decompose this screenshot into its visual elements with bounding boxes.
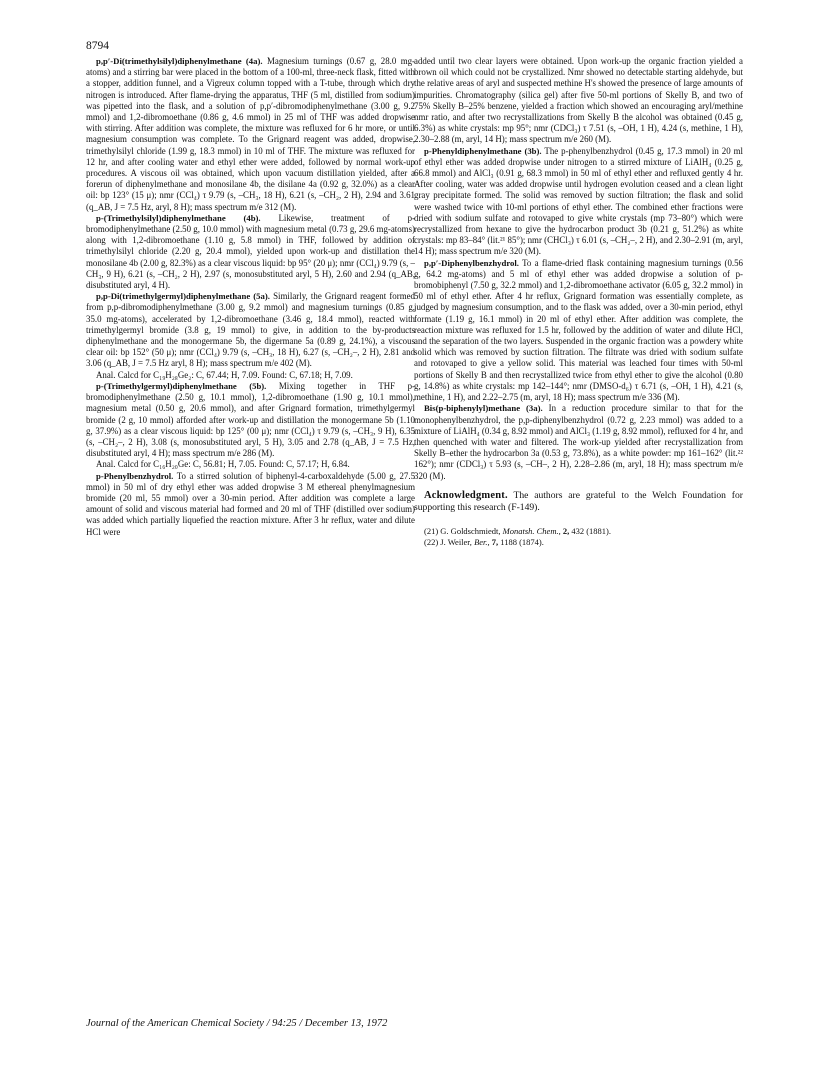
reference-journal: Monatsh. Chem., xyxy=(502,525,561,536)
paragraph-heading: p,p′-Diphenylbenzhydrol. xyxy=(424,257,519,268)
reference-volume: 2, xyxy=(562,525,570,536)
reference-number: (22) xyxy=(424,536,439,547)
paragraph-body: To a stirred solution of biphenyl-4-carboxaldehyde (5.00 g, 27.5 mmol) in 50 ml of dry ethyl ether was added dropwise 3 M ethereal phenylmagnesium bromide (20 ml, 55 mmol) over a 30-min period. After addition was complete a large amount of solid and viscous material had formed and 20 ml of THF (distilled over sodium) was added which partially liquefied the reaction mixture. After 3 hr reflux, water and dilute HCl were xyxy=(86,470,416,537)
references xyxy=(414,526,743,548)
paragraph-body: Mixing together in THF p-bromodiphenylmethane (2.50 g, 10.1 mmol), 1,2-dibromoethane (1.90 g, 10.1 mmol), magnesium metal (0.50 g, 20.6 mmol), and after Grignard formation, trimethylgermyl bromide (2 g, 10 mmol) afforded after work-up and distillation the monogermane 5b (1.10 g, 37.9%) as a clear viscous liquid: bp 125° (00 μ); nmr (CCl₄) τ 9.79 (s, –CH₃, 9 H), 6.35 (s, –CH₂–, 2 H), 3.08 (s, monosubstituted aryl, 5 H), 3.05 and 2.78 (q_AB, J = 7.5 Hz, disubstituted aryl, 4 H); mass spectrum m/e 286 (M). xyxy=(86,380,416,459)
reference-authors: G. Goldschmiedt, xyxy=(440,525,501,536)
paragraph-body: To a flame-dried flask containing magnesium turnings (0.56 g, 64.2 mg-atoms) and 5 ml of ethyl ether was added dropwise a solution of p-bromobiphenyl (7.50 g, 32.2 mmol) and 1,2-dibromoethane activator (6.05 g, 32.2 mmol) in 50 ml of ethyl ether. After 4 hr reflux, Grignard formation was essentially complete, as judged by magnesium consumption, and to the flask was added, over a 30-min period, ethyl formate (1.19 g, 16.1 mmol) in 20 ml of ethyl ether. After addition was complete, the reaction mixture was refluxed for 1.5 hr, followed by the addition of water and dilute HCl, and the separation of the two layers. Suspended in the organic fraction was a powdery white solid which was removed by suction filtration. The filtrate was dried with sodium sulfate and rotovaped to give a yellow solid. This material was leached four times with 50-ml portions of Skelly B and then recrystallized twice from ethyl ether to give the alcohol (0.80 g, 14.8%) as white crystals: mp 142–144°; nmr (DMSO-d₆) τ 6.71 (s, –OH, 1 H), 4.21 (s, methine, 1 H), and 2.22–2.75 (m, aryl, 18 H); mass spectrum m/e 336 (M). xyxy=(414,257,743,403)
paragraph xyxy=(414,403,743,481)
page-number: 8794 xyxy=(86,40,109,52)
paragraph-body: Likewise, treatment of p-bromodiphenylmethane (2.50 g, 10.0 mmol) with magnesium metal (0.73 g, 29.6 mg-atoms) along with 1,2-dibromoethane (1.10 g, 5.8 mmol) in THF, followed by addition of trimethylsilyl chloride (2.20 g, 20.4 mmol), yielded upon work-up and distillation the monosilane 4b (2.00 g, 82.3%) as a clear viscous liquid: bp 95° (20 μ); nmr (CCl₄) 9.79 (s, –CH₃, 9 H), 6.21 (s, –CH₂, 2 H), 2.97 (s, monosubstituted aryl, 5 H), 2.60 and 2.94 (q_AB, disubstituted aryl, 4 H). xyxy=(86,212,415,291)
paragraph xyxy=(86,370,415,381)
paragraph-body: Similarly, the Grignard reagent formed from p,p-dibromodiphenylmethane (3.00 g, 9.2 mmol) and magnesium turnings (0.85 g, 35.0 mg-atoms), accelerated by 1,2-dibromoethane (3.46 g, 18.4 mmol), reacted with trimethylgermyl bromide (3.8 g, 19 mmol) to give, in addition to the by-products diphenylmethane and the monogermane 5b, the digermane 5a (0.89 g, 24.1%), a viscous clear oil: bp 152° (50 μ); nmr (CCl₄) 9.79 (s, –CH₃, 18 H), 6.27 (s, –CH₂–, 2 H), 2.81 and 3.06 (q_AB, J = 7.5 Hz aryl, 8 H); mass spectrum m/e 402 (M). xyxy=(86,291,415,369)
paragraph xyxy=(86,459,415,470)
paragraph-heading: p-(Trimethylsilyl)diphenylmethane (4b). xyxy=(96,212,261,223)
paragraph-body: Anal. Calcd for C₁₆H₂₀Ge: C, 56.81; H, 7.05. Found: C, 57.17; H, 6.84. xyxy=(96,459,350,470)
reference-volume: 7, xyxy=(491,536,499,547)
reference-item xyxy=(424,526,743,537)
paragraph xyxy=(86,213,415,291)
paragraph-heading: p,p′-Di(trimethylsilyl)diphenylmethane (4a). xyxy=(96,56,263,66)
paragraph xyxy=(86,291,415,369)
reference-rest: 432 (1881). xyxy=(571,525,612,536)
paragraph-body: Anal. Calcd for C₁₉H₂₈Ge₂: C, 67.44; H, 7.09. Found: C, 67.18; H, 7.09. xyxy=(96,369,353,380)
paragraph-body: added until two clear layers were obtained. Upon work-up the organic fraction yielded a brown oil which could not be crystallized. Nmr showed no detectable starting aldehyde, but the relative areas of aryl and suspected methine H's showed the presence of large amounts of impurities. Chromatography (silica gel) after five 50-ml portions of Skelly B, and two of 75% Skelly B–25% benzene, yielded a fraction which showed an encouraging aryl/methine nmr ratio, and after two recrystallizations from Skelly B the alcohol was obtained (0.45 g, 6.3%) as white crystals: mp 95°; nmr (CDCl₃) τ 7.51 (s, –OH, 1 H), 4.24 (s, methine, 1 H), 2.30–2.88 (m, aryl, 14 H); mass spectrum m/e 260 (M). xyxy=(414,56,743,145)
reference-item xyxy=(424,537,743,548)
paragraph-heading: p-Phenyldiphenylmethane (3b). xyxy=(424,145,542,156)
acknowledgment xyxy=(414,490,743,515)
paragraph-body: The p-phenylbenzhydrol (0.45 g, 17.3 mmol) in 20 ml of ethyl ether was added dropwise under nitrogen to a stirred mixture of LiAlH₄ (0.25 g, 66.8 mmol) and AlCl₃ (0.91 g, 68.3 mmol) in 50 ml of ethyl ether and refluxed gently 4 hr. After cooling, water was added dropwise until hydrogen evolution ceased and a clean light gray precipitate formed. The solid was removed by suction filtration; the flask and solid were washed twice with 10-ml portions of ethyl ether. The combined ether fractions were dried with sodium sulfate and rotovaped to give white crystals (mp 73–80°) which were recrystallized from hexane to give the hydrocarbon product 3b (0.21 g, 51.2%) as white crystals: mp 83–84° (lit.²¹ 85°); nmr (CHCl₃) τ 6.01 (s, –CH₂–, 2 H), and 2.30–2.91 (m, aryl, 14 H); mass spectrum m/e 320 (M). xyxy=(414,145,743,257)
paragraph-heading: Bis(p-biphenylyl)methane (3a). xyxy=(424,403,543,414)
right-column xyxy=(414,56,743,548)
paragraph xyxy=(86,471,415,538)
acknowledgment-body: The authors are grateful to the Welch Foundation for supporting this research (F-149). xyxy=(414,489,743,514)
paragraph-heading: p,p-Di(trimethylgermyl)diphenylmethane (5a). xyxy=(96,291,270,302)
reference-journal: Ber., xyxy=(474,536,490,547)
paragraph xyxy=(414,56,743,146)
reference-rest: 1188 (1874). xyxy=(500,536,544,547)
paragraph xyxy=(86,56,415,213)
paragraph xyxy=(414,258,743,404)
paragraph-body: In a reduction procedure similar to that for the monophenylbenzhydrol, the p,p-diphenylbenzhydrol (0.72 g, 2.23 mmol) was added to a mixture of LiAlH₄ (0.34 g, 8.92 mmol) and AlCl₃ (1.19 g, 8.92 mmol), refluxed for 4 hr, and then quenched with water and filtered. The work-up yielded after recrystallization from Skelly B–ether the hydrocarbon 3a (0.53 g, 73.8%), as a white powder: mp 161–162° (lit.²² 162°); nmr (CDCl₃) τ 5.93 (s, –CH–, 2 H), 2.28–2.86 (m, aryl, 18 H); mass spectrum m/e 320 (M). xyxy=(414,403,743,481)
paragraph-heading: p-(Trimethylgermyl)diphenylmethane (5b). xyxy=(96,380,267,391)
journal-footer: Journal of the American Chemical Society / 94:25 / December 13, 1972 xyxy=(86,1018,388,1029)
paragraph xyxy=(414,146,743,258)
paragraph-heading: p-Phenylbenzhydrol. xyxy=(96,470,174,481)
reference-authors: J. Weiler, xyxy=(440,536,472,547)
acknowledgment-heading: Acknowledgment. xyxy=(424,489,508,501)
paragraph-body: Magnesium turnings (0.67 g, 28.0 mg-atoms) and a stirring bar were placed in the bottom of a 100-ml, three-neck flask, fitted with a stopper, addition funnel, and a Vigreux column topped with a T-tube, through which dry nitrogen is introduced. After flame-drying the apparatus, THF (5 ml, distilled from sodium) was pipetted into the flask, and a solution of p,p′-dibromodiphenylmethane (3.00 g, 9.2 mmol) and 1,2-dibromoethane (0.86 g, 4.6 mmol) in 25 ml of THF was added dropwise with stirring. After addition was complete, the mixture was refluxed for 6 hr more, or until magnesium consumption was complete. To the Grignard reagent was added, dropwise, trimethylsilyl chloride (1.99 g, 18.3 mmol) in 10 ml of THF. The mixture was refluxed for 12 hr, and after cooling water and ethyl ether were added, followed by normal work-up procedures. A viscous oil was obtained, which upon vacuum distillation yielded, after a forerun of diphenylmethane and monosilane 4b, the disilane 4a (0.92 g, 32.0%) as a clear oil: bp 123° (15 μ); nmr (CCl₄) τ 9.79 (s, –CH₃, 18 H), 6.21 (s, –CH₂, 2 H), 2.94 and 3.61 (q_AB, J = 7.5 Hz, aryl, 8 H); mass spectrum m/e 312 (M). xyxy=(86,56,416,212)
reference-number: (21) xyxy=(424,525,439,536)
left-column xyxy=(86,56,415,538)
paragraph xyxy=(86,381,415,459)
